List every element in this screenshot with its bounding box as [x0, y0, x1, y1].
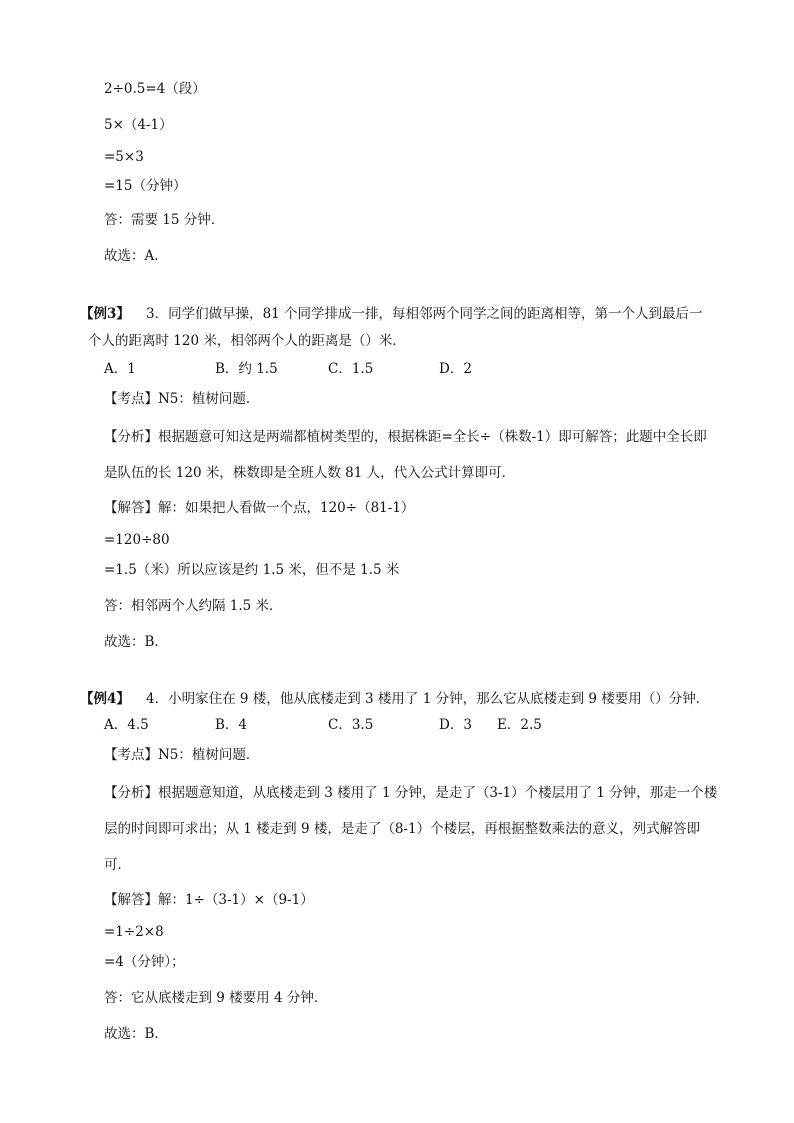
choice-line: 故选：A． — [104, 248, 168, 264]
example-3-analysis-line-1: 【分析】根据题意可知这是两端都植树类型的，根据株距=全长÷（株数-1）即可解答；此题中全长即 — [104, 429, 707, 445]
example-3-answer: 答：相邻两个人约隔 1.5 米． — [104, 598, 283, 614]
example-4-option-b: B．4 — [215, 717, 248, 733]
example-4-analysis-line-3: 可． — [104, 857, 131, 873]
example-4-question-line-1: 4．小明家住在 9 楼，他从底楼走到 3 楼用了 1 分钟，那么它从底楼走到 9 楼要用（）分钟． — [146, 691, 710, 707]
example-4-analysis-line-1: 【分析】根据题意知道，从底楼走到 3 楼用了 1 分钟，是走了（3-1）个楼层用了 1 分钟，那走一个楼 — [104, 785, 718, 801]
example-4-option-e: E．2.5 — [497, 717, 542, 733]
solution-line-1: 2÷0.5=4（段） — [104, 81, 206, 97]
answer-line: 答：需要 15 分钟． — [104, 212, 225, 228]
example-4-kaodian: 【考点】N5：植树问题． — [104, 747, 260, 763]
example-3-question-line-1: 3．同学们做早操，81 个同学排成一排，每相邻两个同学之间的距离相等，第一个人到最后一 — [146, 306, 703, 322]
example-3-question-line-2: 个人的距离时 120 米，相邻两个人的距离是（）米． — [88, 333, 406, 349]
example-3-choice: 故选：B． — [104, 634, 168, 650]
solution-line-4: =15（分钟） — [104, 178, 187, 194]
example-3-option-b: B．约 1.5 — [215, 361, 278, 377]
example-4-label: 【例4】 — [80, 691, 130, 707]
example-3-kaodian: 【考点】N5：植树问题． — [104, 391, 260, 407]
example-4-choice: 故选：B． — [104, 1026, 168, 1042]
example-4-solution-line-2: =1÷2×8 — [104, 924, 164, 940]
example-3-solution-line-2: =120÷80 — [104, 532, 170, 548]
example-4-option-a: A．4.5 — [104, 717, 149, 733]
example-3-label: 【例3】 — [80, 306, 130, 322]
example-4-option-c: C．3.5 — [328, 717, 374, 733]
example-3-solution-line-3: =1.5（米）所以应该是约 1.5 米，但不是 1.5 米 — [104, 562, 400, 578]
example-4-solution-line-3: =4（分钟）； — [104, 954, 185, 970]
solution-line-2: 5×（4-1） — [104, 117, 173, 133]
solution-line-3: =5×3 — [104, 149, 144, 165]
example-4-option-d: D．3 — [439, 717, 472, 733]
example-3-option-c: C．1.5 — [328, 361, 374, 377]
example-3-option-a: A．1 — [104, 361, 136, 377]
example-3-analysis-line-2: 是队伍的长 120 米，株数即是全班人数 81 人，代入公式计算即可． — [104, 465, 516, 481]
example-3-option-d: D．2 — [439, 361, 472, 377]
example-4-answer: 答：它从底楼走到 9 楼要用 4 分钟． — [104, 990, 328, 1006]
example-4-solution-line-1: 【解答】解：1÷（3-1）×（9-1） — [104, 892, 314, 908]
example-4-analysis-line-2: 层的时间即可求出；从 1 楼走到 9 楼，是走了（8-1）个楼层，再根据整数乘法的意义，列式解答即 — [104, 821, 701, 837]
example-3-solution-line-1: 【解答】解：如果把人看做一个点，120÷（81-1） — [104, 500, 415, 516]
